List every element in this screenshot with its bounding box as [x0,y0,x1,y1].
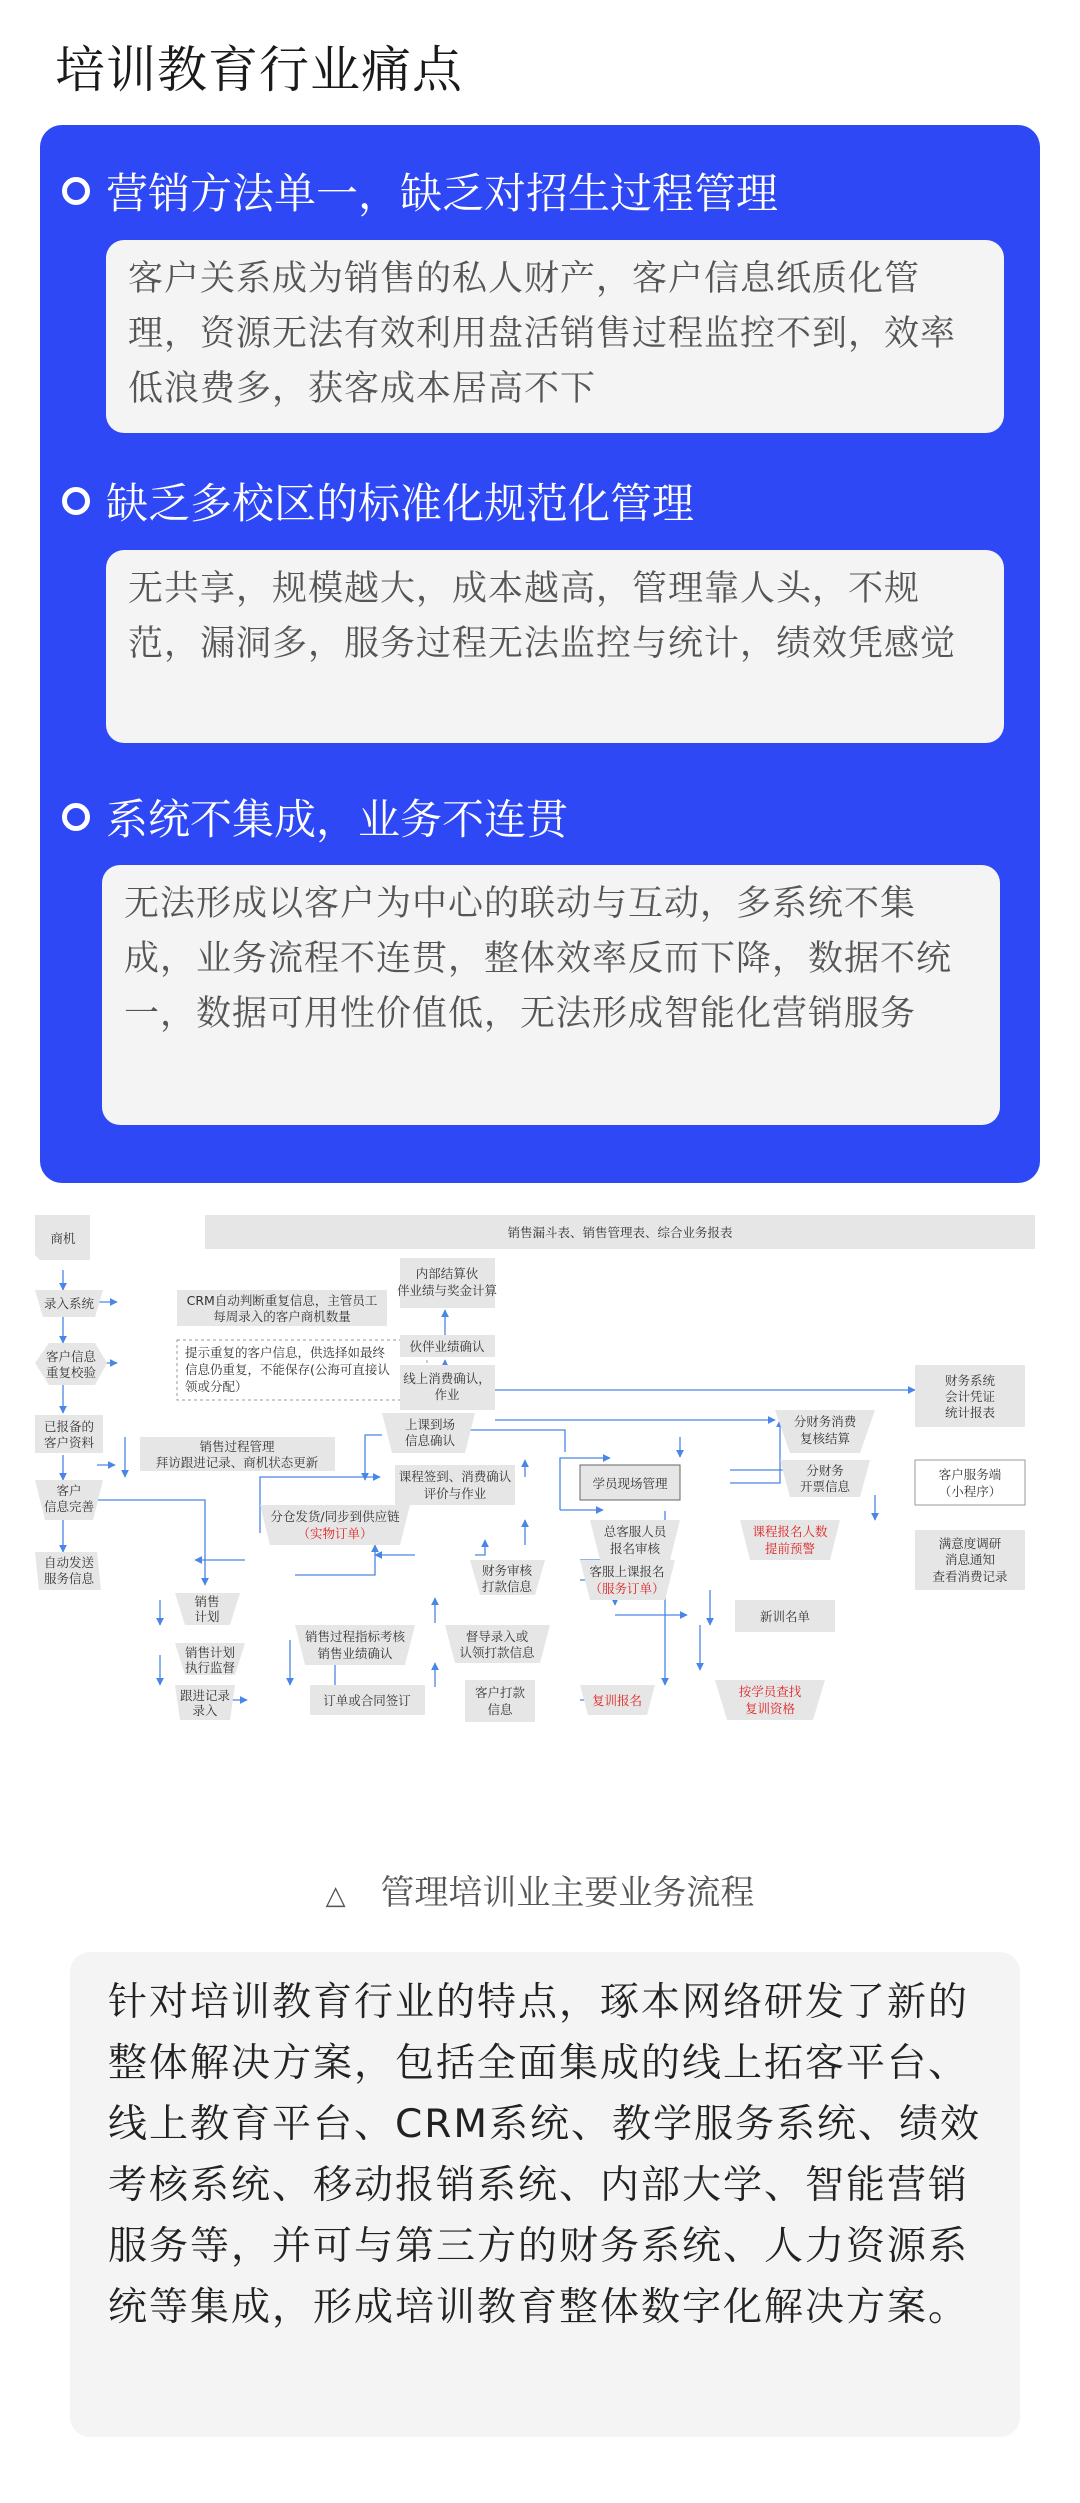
circle-bullet-icon [62,177,90,205]
svg-text:销售: 销售 [194,1594,220,1609]
node-dudao-luru [445,1625,550,1663]
svg-text:总客服人员: 总客服人员 [603,1524,667,1539]
svg-text:伙伴业绩确认: 伙伴业绩确认 [409,1339,485,1354]
svg-text:复核结算: 复核结算 [799,1431,851,1446]
node-caiwu-shenhe [470,1560,545,1595]
node-xueyuan-chazhao [715,1680,825,1720]
svg-text:认领打款信息: 认领打款信息 [459,1645,535,1660]
node-neibu-jiesuan [397,1258,497,1308]
svg-text:执行监督: 执行监督 [184,1660,236,1675]
node-zidong-fasong [35,1552,101,1590]
svg-text:销售过程指标考核: 销售过程指标考核 [304,1629,406,1644]
node-kehu-wanshan [35,1480,103,1520]
pain-point-3-body: 无法形成以客户为中心的联动与互动，多系统不集成，业务流程不连贯，整体效率反而下降，数据不统一，数据可用性价值低，无法形成智能化营销服务 [102,865,1000,1125]
node-kehu-fuwuduan [915,1460,1025,1505]
node-tishi-note [177,1340,427,1400]
svg-text:客户服务端: 客户服务端 [938,1467,1002,1482]
pain-point-2-body: 无共享，规模越大，成本越高，管理靠人头，不规范，漏洞多，服务过程无法监控与统计，绩效凭感觉 [106,550,1004,743]
diagram-caption [0,1865,1080,1914]
node-fencang [260,1505,410,1545]
node-kefu-baoming [580,1560,675,1600]
svg-text:开票信息: 开票信息 [799,1479,851,1494]
triangle-icon: △ [325,1881,346,1911]
svg-text:会计凭证: 会计凭证 [944,1389,996,1404]
svg-text:订单或合同签订: 订单或合同签订 [323,1693,411,1708]
svg-text:复训资格: 复训资格 [744,1701,796,1716]
svg-text:录入系统: 录入系统 [43,1296,95,1311]
svg-text:销售计划: 销售计划 [184,1645,236,1660]
svg-text:客户: 客户 [56,1483,82,1498]
node-baoming-yujing [740,1520,840,1560]
svg-text:财务系统: 财务系统 [944,1373,996,1388]
report-banner-label: 销售漏斗表、销售管理表、综合业务报表 [507,1225,733,1240]
svg-text:线上消费确认，: 线上消费确认， [403,1371,491,1386]
svg-text:重复校验: 重复校验 [45,1365,97,1380]
node-genjin-jilu [175,1685,235,1720]
node-zhibiao-kaohe [295,1625,415,1665]
diagram-caption-text: 管理培训业主要业务流程 [380,1873,755,1913]
svg-text:作业: 作业 [434,1387,460,1402]
svg-text:课程签到、消费确认: 课程签到、消费确认 [398,1469,512,1484]
svg-text:CRM自动判断重复信息，主管员工: CRM自动判断重复信息，主管员工 [186,1293,378,1308]
svg-text:信息仍重复，不能保存(公海可直接认: 信息仍重复，不能保存(公海可直接认 [185,1362,390,1377]
svg-text:客户打款: 客户打款 [474,1685,526,1700]
svg-text:提前预警: 提前预警 [764,1541,816,1556]
pain-point-1-body: 客户关系成为销售的私人财产，客户信息纸质化管理，资源无法有效利用盘活销售过程监控不到，效率低浪费多，获客成本居高不下 [106,240,1004,433]
svg-text:每周录入的客户商机数量: 每周录入的客户商机数量 [213,1309,351,1324]
node-kehu-xinxi [35,1343,107,1385]
svg-text:销售业绩确认: 销售业绩确认 [317,1646,393,1661]
svg-text:拜访跟进记录、商机状态更新: 拜访跟进记录、商机状态更新 [155,1455,319,1470]
svg-text:财务审核: 财务审核 [481,1563,533,1578]
svg-text:报名审核: 报名审核 [609,1541,661,1556]
pain-points-card [40,125,1040,1183]
svg-text:督导录入或: 督导录入或 [465,1629,529,1644]
node-huoban-queren [400,1335,495,1357]
svg-text:内部结算伙: 内部结算伙 [415,1266,479,1281]
svg-text:计划: 计划 [194,1609,220,1624]
node-xiaoshou-guocheng [140,1437,335,1471]
node-fencaiwu-kaipiao [780,1460,870,1497]
node-shangke-daochang [382,1413,475,1453]
node-xiaoshou-jihua [175,1593,240,1625]
svg-text:（服务订单）: （服务订单） [589,1581,665,1596]
business-flow-diagram [35,1215,1035,1815]
svg-text:学员现场管理: 学员现场管理 [592,1476,668,1491]
svg-text:统计报表: 统计报表 [944,1405,996,1420]
svg-text:上课到场: 上课到场 [404,1417,456,1432]
svg-text:按学员查找: 按学员查找 [738,1684,802,1699]
page-title: 培训教育行业痛点 [55,41,463,99]
svg-text:伴业绩与奖金计算: 伴业绩与奖金计算 [396,1283,498,1298]
svg-text:分仓发货/同步到供应链: 分仓发货/同步到供应链 [270,1509,400,1524]
node-manyidu [915,1530,1025,1590]
circle-bullet-icon [62,487,90,515]
svg-text:客户资料: 客户资料 [43,1435,95,1450]
svg-text:评价与作业: 评价与作业 [423,1486,487,1501]
circle-bullet-icon [62,803,90,831]
svg-text:录入: 录入 [192,1703,218,1718]
node-crm-note [177,1290,387,1326]
pain-point-1-heading [62,161,778,221]
svg-text:跟进记录: 跟进记录 [179,1688,231,1703]
pain-point-2-heading [62,471,694,531]
node-shangji [35,1215,90,1260]
node-yibaobei [35,1415,103,1453]
svg-text:信息确认: 信息确认 [404,1433,456,1448]
node-xianshang-xiaofei [400,1365,495,1410]
svg-text:提示重复的客户信息，供选择如最终: 提示重复的客户信息，供选择如最终 [185,1345,386,1360]
node-dingdan [310,1685,425,1715]
pain-point-3-title: 系统不集成，业务不连贯 [106,795,569,844]
node-kehu-dakuan [465,1680,535,1722]
svg-text:信息完善: 信息完善 [43,1499,95,1514]
node-xueyuan-xianchang [580,1465,680,1500]
svg-text:满意度调研: 满意度调研 [938,1536,1002,1551]
node-fencaiwu-xiaofei [775,1410,875,1453]
node-zongkefu-shenhe [590,1520,680,1560]
svg-text:服务信息: 服务信息 [43,1571,95,1586]
pain-point-2-title: 缺乏多校区的标准化规范化管理 [106,479,695,528]
svg-text:信息: 信息 [487,1702,513,1717]
pain-point-3-heading [62,787,568,847]
svg-text:消息通知: 消息通知 [944,1552,996,1567]
svg-text:分财务: 分财务 [806,1463,844,1478]
svg-text:领或分配）: 领或分配） [185,1379,248,1394]
svg-text:打款信息: 打款信息 [481,1579,533,1594]
pain-point-1-title: 营销方法单一，缺乏对招生过程管理 [106,169,779,218]
svg-text:客户信息: 客户信息 [45,1349,97,1364]
node-jihua-zhixing [175,1643,245,1675]
node-kecheng-qiandao [395,1465,515,1505]
svg-text:已报备的: 已报备的 [43,1419,95,1434]
svg-text:分财务消费: 分财务消费 [793,1414,857,1429]
svg-text:（实物订单）: （实物订单） [297,1526,373,1541]
node-caiwu-xitong [915,1365,1025,1427]
svg-text:查看消费记录: 查看消费记录 [932,1569,1008,1584]
node-luru [35,1290,103,1317]
node-fuxun-baoming [580,1685,655,1715]
svg-text:商机: 商机 [50,1231,76,1246]
solution-summary: 针对培训教育行业的特点，琢本网络研发了新的整体解决方案，包括全面集成的线上拓客平台、线上教育平台、CRM系统、教学服务系统、绩效考核系统、移动报销系统、内部大学、智能营销服务等，并可与第三方的财务系统、人力资源系统等集成，形成培训教育整体数字化解决方案。 [70,1952,1020,2437]
svg-text:销售过程管理: 销售过程管理 [199,1439,275,1454]
svg-text:复训报名: 复训报名 [591,1693,643,1708]
svg-text:（小程序）: （小程序） [938,1484,1002,1499]
svg-text:新训名单: 新训名单 [759,1609,811,1624]
node-xinxun-mingdan [735,1600,835,1632]
svg-text:自动发送: 自动发送 [43,1555,95,1570]
svg-text:课程报名人数: 课程报名人数 [752,1524,828,1539]
svg-text:客服上课报名: 客服上课报名 [589,1564,665,1579]
